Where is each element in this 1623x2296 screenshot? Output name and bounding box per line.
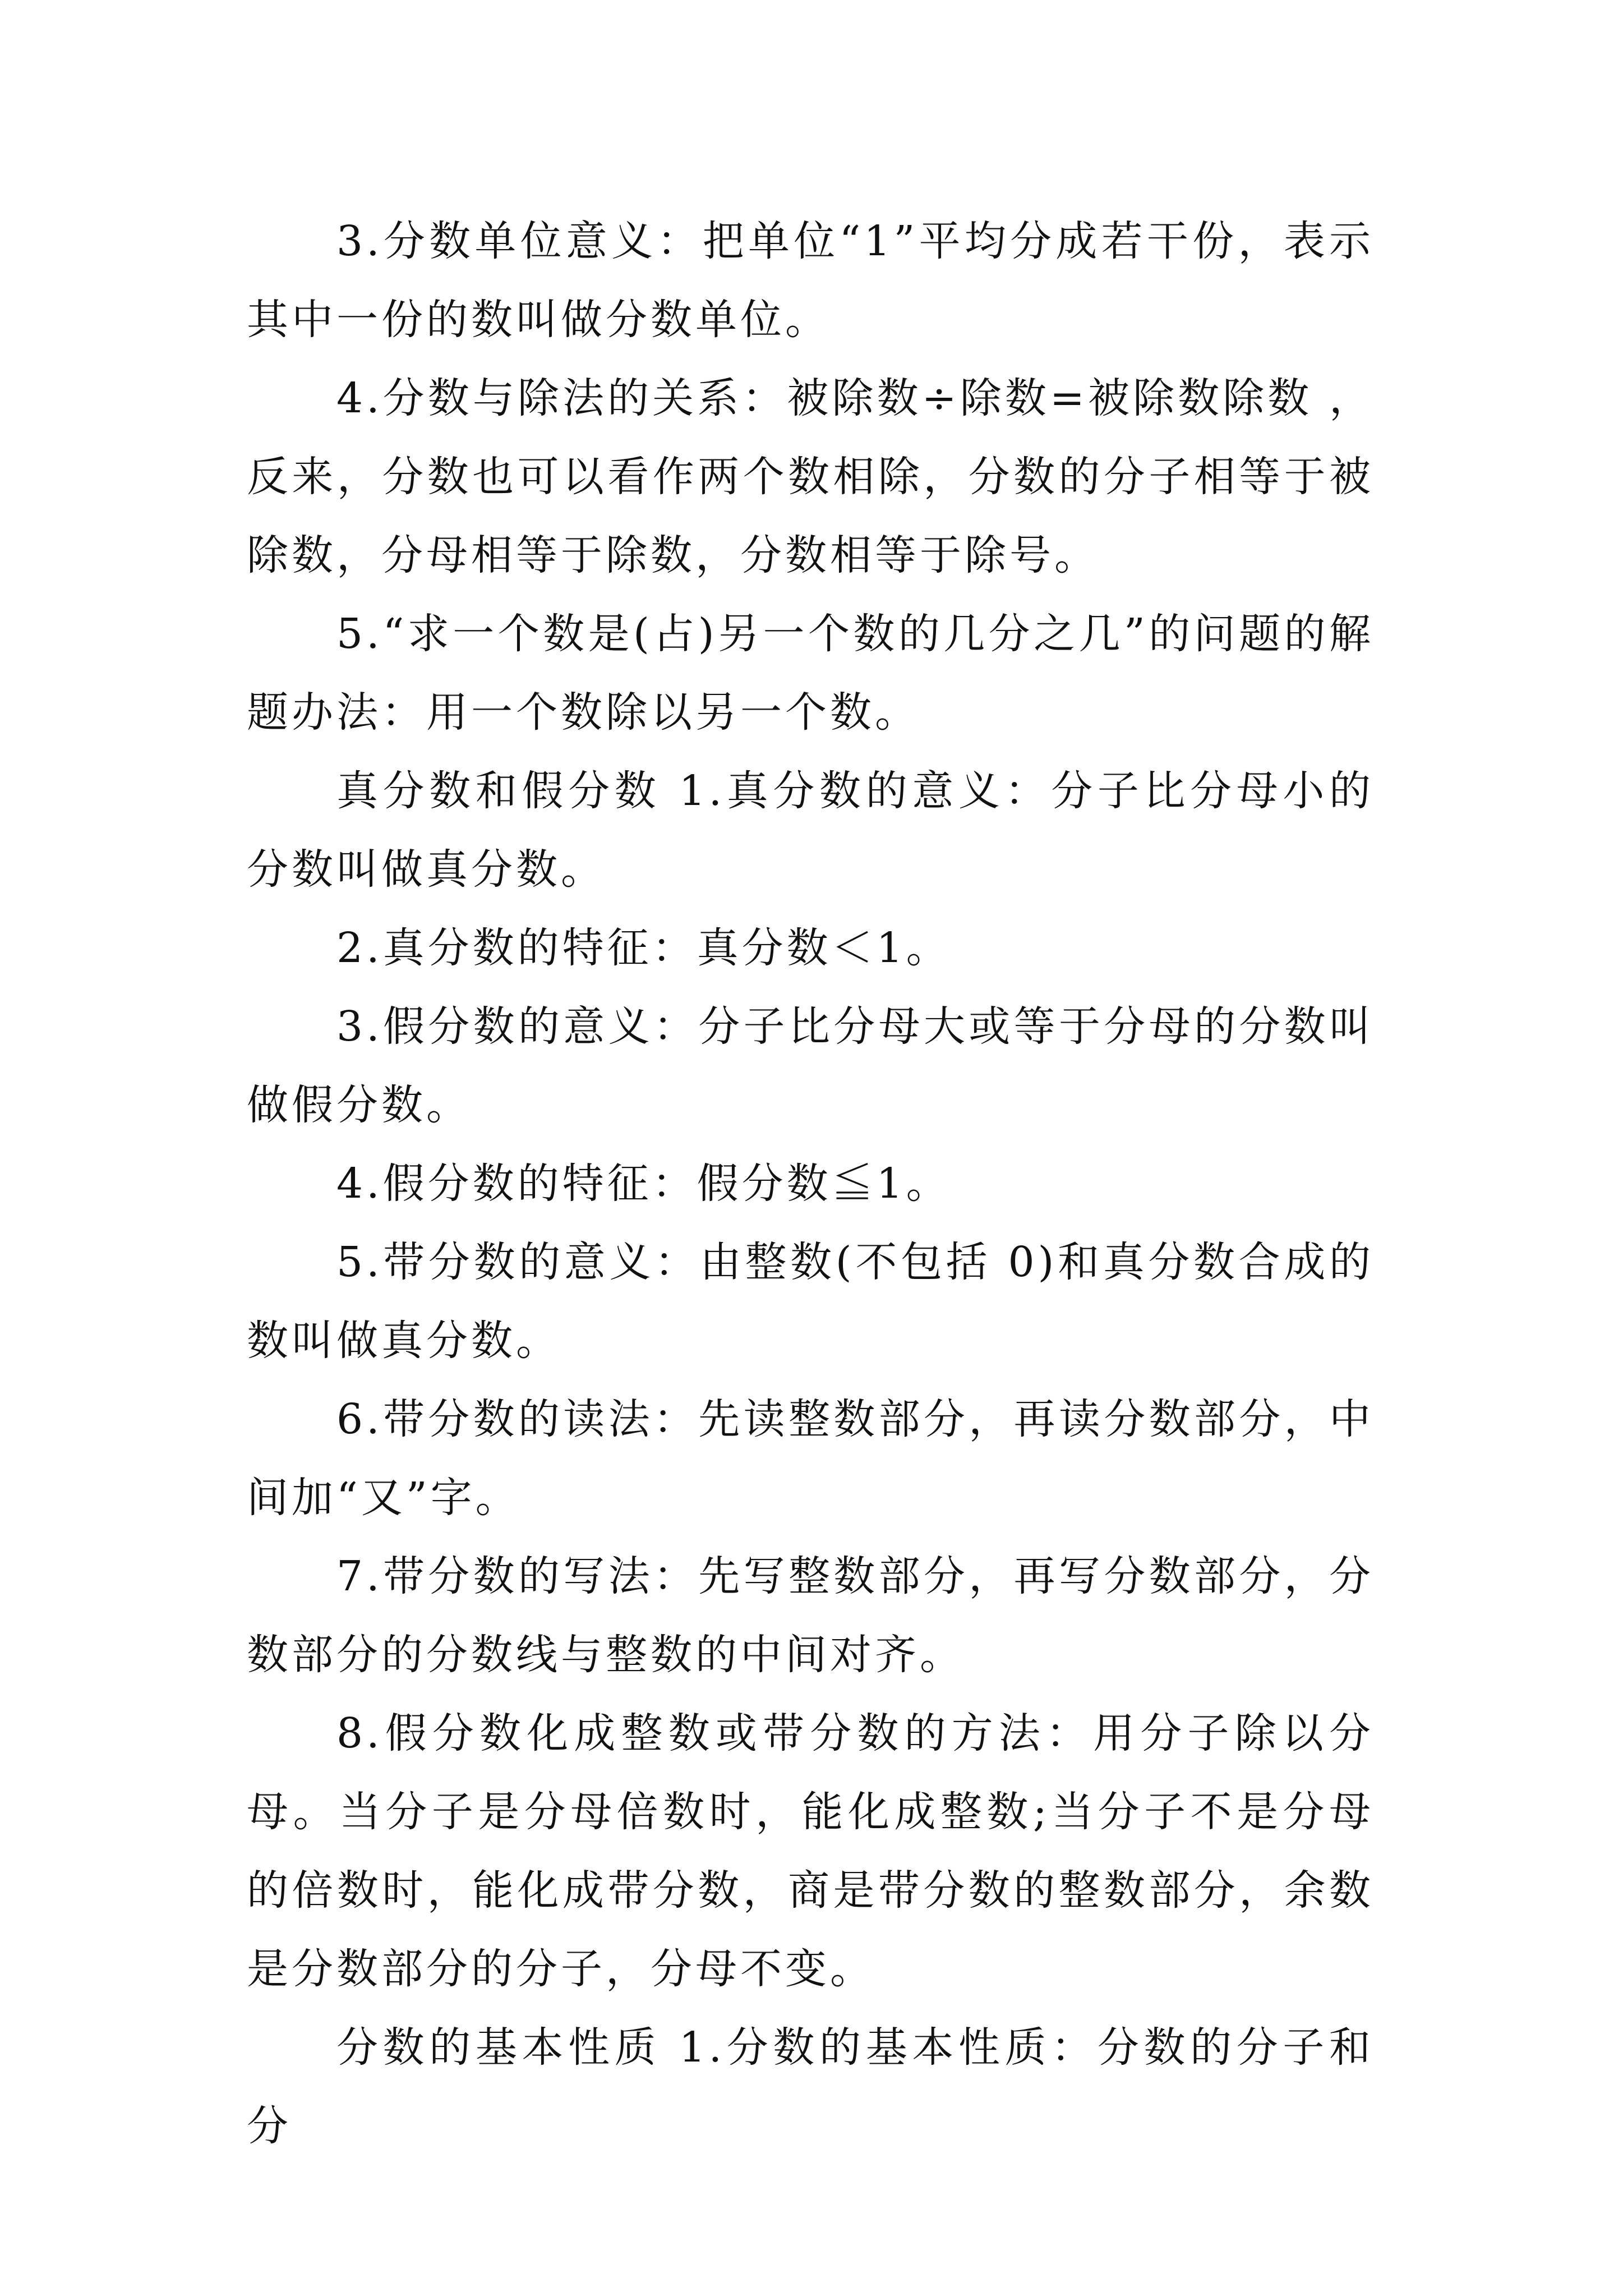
paragraph: 8.假分数化成整数或带分数的方法：用分子除以分母。当分子是分母倍数时，能化成整数;当分子不是分母的倍数时，能化成带分数，商是带分数的整数部分，余数是分数部分的分子，分母不变。 — [247, 1709, 1374, 1993]
paragraph: 3.分数单位意义：把单位“1”平均分成若干份，表示其中一份的数叫做分数单位。 — [247, 217, 1374, 344]
paragraph: 4.分数与除法的关系：被除数÷除数=被除数除数 ，反来，分数也可以看作两个数相除，分数的分子相等于被除数，分母相等于除数，分数相等于除号。 — [247, 374, 1374, 579]
document-body — [247, 202, 1374, 2165]
paragraph: 4.假分数的特征：假分数≦1。 — [336, 1159, 951, 1208]
paragraph: 5.“求一个数是(占)另一个数的几分之几”的问题的解题办法：用一个数除以另一个数。 — [247, 610, 1374, 737]
paragraph: 真分数和假分数 1.真分数的意义：分子比分母小的分数叫做真分数。 — [247, 767, 1374, 894]
paragraph: 2.真分数的特征：真分数＜1。 — [336, 924, 951, 972]
paragraph: 分数的基本性质 1.分数的基本性质：分数的分子和分 — [247, 2023, 1374, 2150]
paragraph: 6.带分数的读法：先读整数部分，再读分数部分，中间加“又”字。 — [247, 1395, 1374, 1522]
paragraph: 5.带分数的意义：由整数(不包括 0)和真分数合成的数叫做真分数。 — [247, 1238, 1374, 1365]
paragraph: 3.假分数的意义：分子比分母大或等于分母的分数叫做假分数。 — [247, 1002, 1374, 1129]
paragraph: 7.带分数的写法：先写整数部分，再写分数部分，分数部分的分数线与整数的中间对齐。 — [247, 1552, 1374, 1679]
